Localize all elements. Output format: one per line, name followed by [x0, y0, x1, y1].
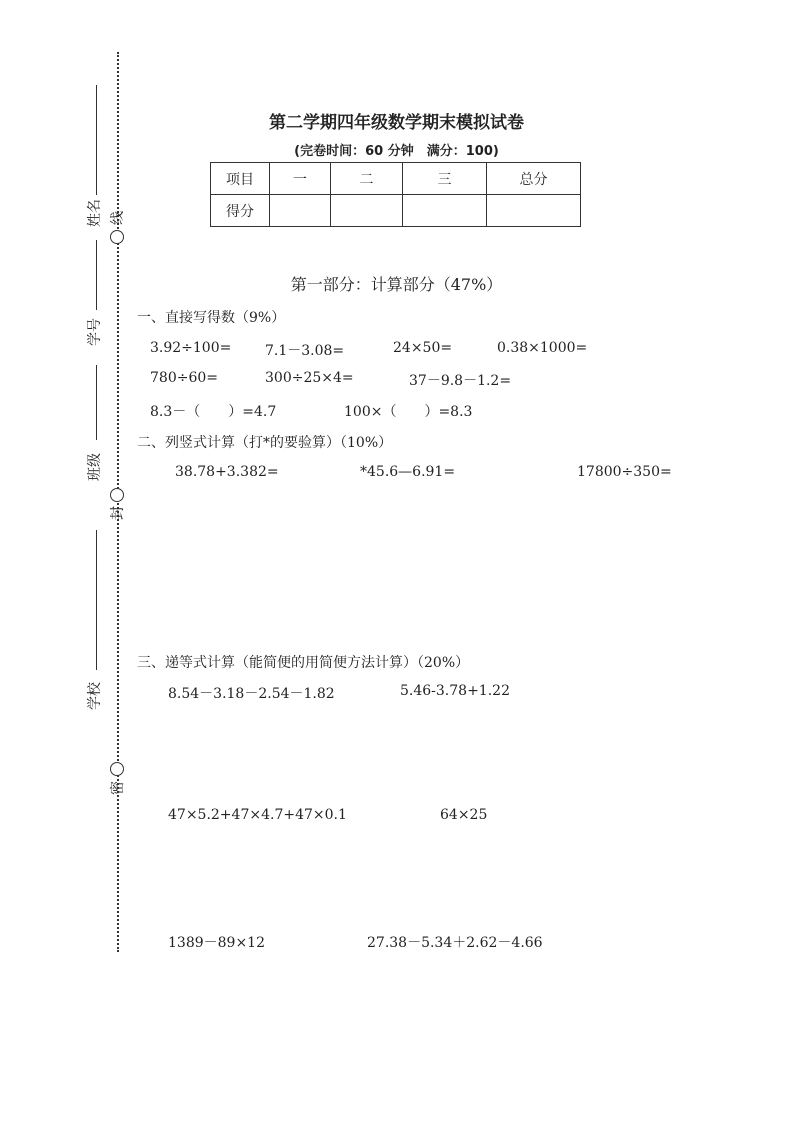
problem-3-6: 27.38－5.34＋2.62－4.66 [367, 935, 543, 951]
mark-xian: 线 [110, 211, 126, 225]
problem-1-2: 7.1－3.08= [265, 343, 345, 359]
problem-1-4: 0.38×1000= [497, 340, 588, 356]
problem-3-1: 8.54－3.18－2.54－1.82 [168, 686, 335, 702]
school-label: 学校 [87, 682, 103, 710]
binding-dotted-line [117, 52, 119, 952]
section2-title: 二、列竖式计算（打*的要验算）（10%） [137, 435, 393, 451]
problem-1-8: 8.3－（ ）=4.7 [150, 404, 277, 420]
header-cell-one: 一 [270, 163, 331, 195]
class-underline [96, 365, 97, 440]
score-table [210, 162, 581, 227]
name-label: 姓名 [87, 199, 103, 227]
binding-circle-middle [110, 488, 124, 502]
part-title: 第一部分：计算部分（47%） [290, 275, 503, 294]
score-table-score-row [211, 195, 581, 227]
problem-1-9: 100×（ ）=8.3 [344, 404, 473, 420]
binding-circle-top [110, 230, 124, 244]
problem-1-6: 300÷25×4= [265, 370, 354, 386]
exam-subtitle: (完卷时间：60 分钟 满分：100) [294, 144, 499, 159]
section3-title: 三、递等式计算（能简便的用简便方法计算）（20%） [137, 655, 470, 671]
mark-feng: 封 [110, 506, 126, 520]
mark-mi: 密 [110, 781, 126, 795]
header-cell-two: 二 [331, 163, 403, 195]
problem-1-7: 37－9.8－1.2= [409, 373, 512, 389]
problem-3-2: 5.46-3.78+1.22 [400, 683, 510, 699]
score-cell-total[interactable] [487, 195, 581, 227]
problem-3-4: 64×25 [440, 807, 488, 823]
header-cell-total: 总分 [487, 163, 581, 195]
school-underline [96, 530, 97, 670]
problem-2-3: 17800÷350= [577, 464, 672, 480]
binding-circle-bottom [110, 762, 124, 776]
score-cell-three[interactable] [403, 195, 487, 227]
problem-1-3: 24×50= [393, 340, 453, 356]
problem-1-1: 3.92÷100= [150, 340, 232, 356]
problem-3-3: 47×5.2+47×4.7+47×0.1 [168, 807, 347, 823]
class-label: 班级 [87, 453, 103, 481]
score-cell-one[interactable] [270, 195, 331, 227]
problem-2-2: *45.6—6.91= [360, 464, 456, 480]
problem-2-1: 38.78+3.382= [175, 464, 279, 480]
header-cell-item: 项目 [211, 163, 270, 195]
id-label: 学号 [87, 318, 103, 346]
problem-1-5: 780÷60= [150, 370, 218, 386]
score-table-header-row [211, 163, 581, 195]
problem-3-5: 1389－89×12 [168, 935, 265, 951]
section1-title: 一、直接写得数（9%） [137, 310, 286, 326]
score-cell-two[interactable] [331, 195, 403, 227]
header-cell-three: 三 [403, 163, 487, 195]
score-row-label: 得分 [211, 195, 270, 227]
exam-title: 第二学期四年级数学期末模拟试卷 [269, 113, 524, 133]
